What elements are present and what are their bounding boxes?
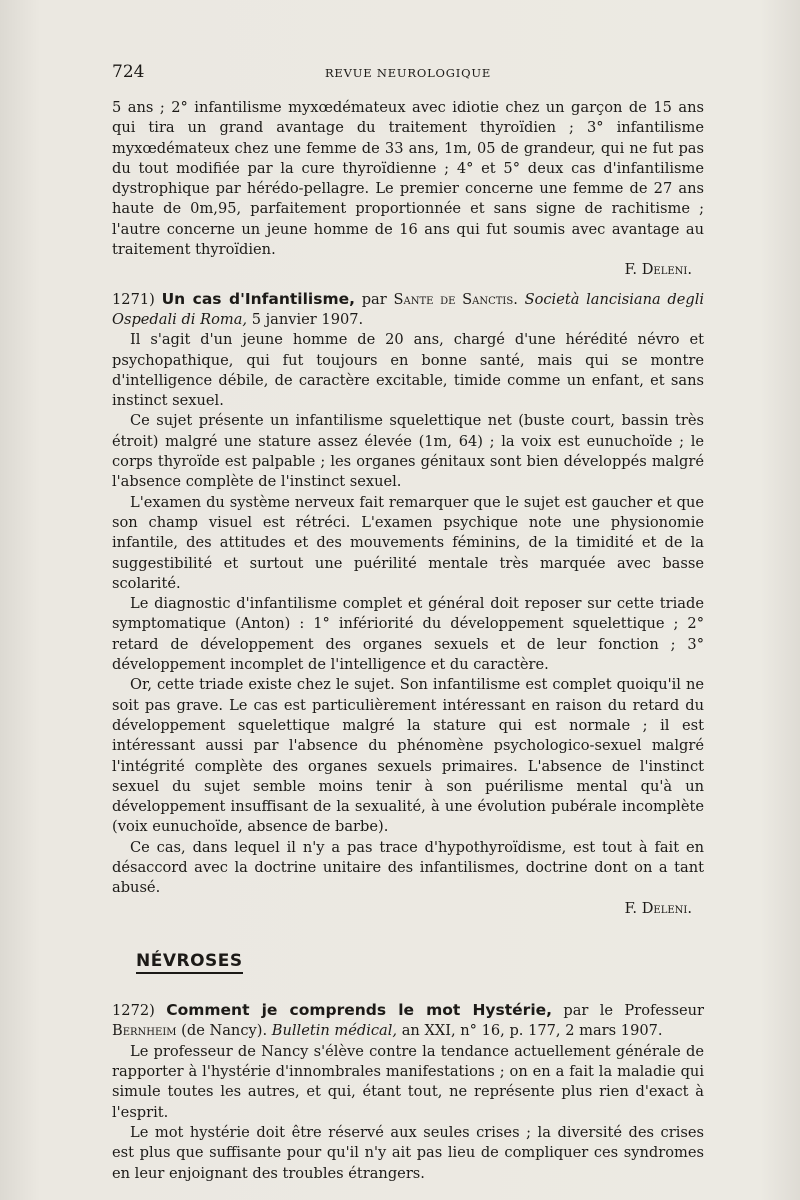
entry-1272-paragraph-1: Le professeur de Nancy s'élève contre la tendance actuellement générale de rapporter à l'hystérie d'innombrales manifestations ; on en a fait la maladie qui simule toutes les autres, et qui, étant tout, ne représente plus rien d'exact à l'esprit.: [112, 1042, 704, 1121]
entry-1271-author: Sante de Sanctis.: [393, 290, 518, 308]
entry-1271-paragraph-5: Or, cette triade existe chez le sujet. Son infantilisme est complet quoiqu'il ne soit pas grave. Le cas est particulièrement intéressant en raison du retard du développement squelettique malgré la stature qui est normale ; il est intéressant aussi par l'absence du phénomène psychologico-sexuel malgré l'intégrité complète des organes sexuels primaires. L'absence de l'instinct sexuel du sujet semble moins tenir à son puérilisme mental qu'à un développement insuffisant de la sexualité, à une évolution pubérale incomplète (voix eunuchoïde, absence de barbe).: [112, 676, 704, 836]
entry-1272-by: par le Professeur: [563, 1002, 705, 1020]
entry-1272-title: Comment je comprends le mot Hystérie,: [166, 1001, 553, 1020]
entry-1272-paragraph-2: Le mot hystérie doit être réservé aux seules crises ; la diversité des crises est plus que suffisante pour qu'il n'y ait pas lieu de compliquer ces syndromes en leur enjoignant des troubles étrangers.: [112, 1123, 704, 1182]
entry-1271-paragraph-1: Il s'agit d'un jeune homme de 20 ans, chargé d'une hérédité névro et psychopathique, qui fut toujours en bonne santé, mais qui se montre d'intelligence débile, de caractère excitable, timide comme un enfant, et sans instinct sexuel.: [112, 331, 704, 410]
entry-1271-title: Un cas d'Infantilisme,: [161, 289, 355, 308]
entry-1271-signature: F. Deleni.: [624, 899, 692, 917]
continued-paragraph: 5 ans ; 2° infantilisme myxœdémateux avec idiotie chez un garçon de 15 ans qui tira un grand avantage du traitement thyroïdien ; 3° infantilisme myxœdémateux chez une femme de 33 ans, 1m, 05 de grandeur, qui ne fut pas du tout modifiée par la cure thyroïdienne ; 4° et 5° deux cas d'infantilisme dystrophique par hérédo-pellagre. Le premier concerne une femme de 27 ans haute de 0m,95, parfaitement proportionnée et sans signe de rachitisme ; l'autre concerne un jeune homme de 16 ans qui fut soumis avec avantage au traitement thyroïdien.: [112, 99, 704, 259]
page-number: 724: [112, 62, 145, 82]
entry-1272-author: Bernheim: [112, 1022, 177, 1040]
section-heading: NÉVROSES: [136, 951, 243, 974]
entry-1272-heading: [112, 1000, 704, 1042]
entry-1272-citation: an XXI, n° 16, p. 177, 2 mars 1907.: [401, 1022, 663, 1040]
entry-1271-paragraph-3: L'examen du système nerveux fait remarquer que le sujet est gaucher et que son champ visuel est rétréci. L'examen psychique note une physionomie infantile, des attitudes et des mouvements féminins, de la timidité et de la suggestibilité et surtout une puérilité mentale très marquée avec basse scolarité.: [112, 493, 704, 592]
entry-1272-number: 1272): [112, 1002, 155, 1020]
entry-1271-paragraph-6: Ce cas, dans lequel il n'y a pas trace d'hypothyroïdisme, est tout à fait en désaccord avec la doctrine unitaire des infantilismes, doctrine dont on a tant abusé.: [112, 838, 704, 897]
page-header: [112, 62, 704, 86]
continued-signature: F. Deleni.: [624, 261, 692, 279]
entry-1271-number: 1271): [112, 290, 155, 308]
entry-1272-author-place: (de Nancy).: [181, 1022, 268, 1040]
entry-1271-paragraph-2: Ce sujet présente un infantilisme squelettique net (buste court, bassin très étroit) malgré une stature assez élevée (1m, 64) ; la voix est eunuchoïde ; le corps thyroïde est palpable ; les organes génitaux sont bien développés malgré l'absence complète de l'instinct sexuel.: [112, 412, 704, 491]
entry-1272-source: Bulletin médical,: [271, 1022, 398, 1040]
entry-1271-by: par: [361, 290, 387, 308]
running-title: REVUE NEUROLOGIQUE: [324, 66, 492, 80]
entry-1271-date: 5 janvier 1907.: [251, 310, 364, 328]
entry-1271-source: Società lancisiana degli Ospedali di Roma,: [112, 290, 705, 328]
page-body: [112, 98, 704, 1184]
entry-1271-heading: [112, 289, 704, 331]
entry-1271-paragraph-4: Le diagnostic d'infantilisme complet et général doit reposer sur cette triade symptomatique (Anton) : 1° infériorité du développement squelettique ; 2° retard de développement des organes sexuels et de leur fonction ; 3° développement incomplet de l'intelligence et du caractère.: [112, 595, 704, 674]
